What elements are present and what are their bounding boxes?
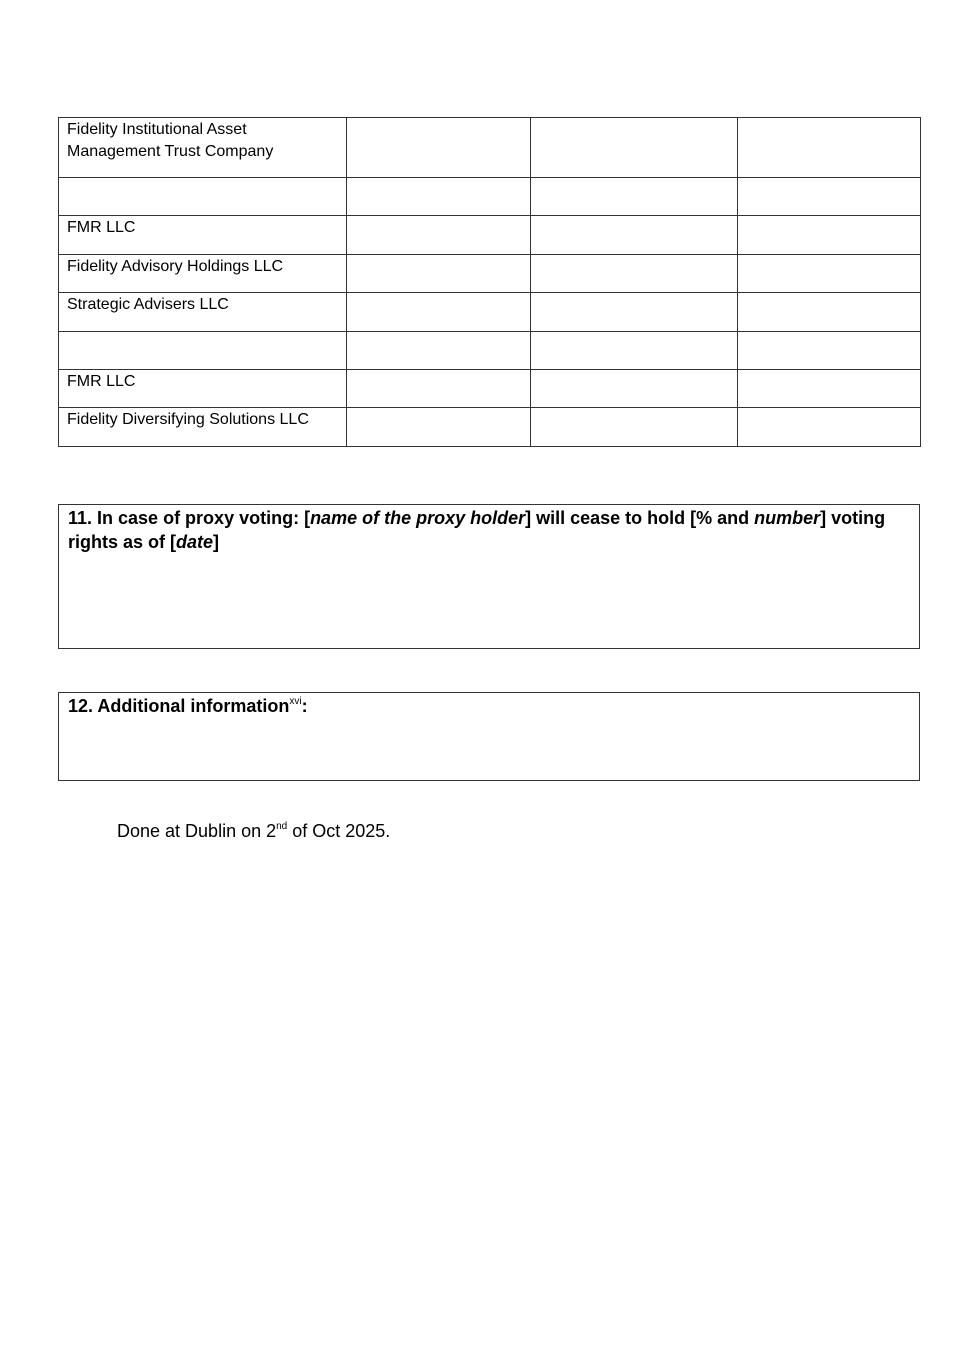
entity-cell: Strategic Advisers LLC — [59, 293, 347, 331]
table-cell — [738, 408, 921, 446]
section-11-middle: ] will cease to hold [% and — [525, 508, 755, 528]
table-cell — [531, 216, 738, 254]
table-cell — [531, 178, 738, 216]
table-cell — [347, 118, 531, 178]
table-cell — [738, 178, 921, 216]
day-ordinal-suffix: nd — [276, 821, 288, 832]
table-cell — [738, 254, 921, 292]
signature-rest: of Oct 2025. — [287, 821, 391, 841]
table-cell — [738, 331, 921, 369]
date-placeholder: date — [176, 532, 214, 552]
table-cell — [738, 293, 921, 331]
entity-cell: FMR LLC — [59, 369, 347, 407]
table-cell — [347, 369, 531, 407]
entity-cell — [59, 331, 347, 369]
table-row — [59, 369, 921, 407]
section-12-title: 12. Additional information — [68, 696, 290, 716]
section-11-prefix: 11. In case of proxy voting: [ — [68, 508, 311, 528]
section-11-after-number: ] voting rights as of [ — [68, 508, 886, 552]
section-12-colon: : — [301, 696, 308, 716]
table-cell — [738, 118, 921, 178]
endnote-reference: xvi — [289, 696, 302, 707]
signature-prefix: Done at Dublin on 2 — [117, 821, 277, 841]
entity-cell: Fidelity Institutional Asset Management Trust Company — [59, 118, 347, 178]
table-row — [59, 408, 921, 446]
entity-cell — [59, 178, 347, 216]
proxy-holder-placeholder: name of the proxy holder — [310, 508, 526, 528]
proxy-voting-section — [58, 504, 920, 649]
table-cell — [531, 254, 738, 292]
table-cell — [531, 331, 738, 369]
entity-cell: FMR LLC — [59, 216, 347, 254]
table-cell — [738, 369, 921, 407]
table-cell — [531, 118, 738, 178]
number-placeholder: number — [754, 508, 821, 528]
table-cell — [347, 254, 531, 292]
entity-cell: Fidelity Advisory Holdings LLC — [59, 254, 347, 292]
table-row — [59, 254, 921, 292]
table-cell — [531, 408, 738, 446]
table-cell — [531, 293, 738, 331]
additional-information-section — [58, 692, 920, 781]
table-row — [59, 293, 921, 331]
signature-line — [117, 820, 390, 842]
table-row — [59, 216, 921, 254]
table-row — [59, 178, 921, 216]
holdings-table — [58, 117, 921, 447]
table-cell — [347, 331, 531, 369]
table-cell — [738, 216, 921, 254]
table-cell — [347, 216, 531, 254]
section-11-suffix: ] — [213, 532, 220, 552]
table-row — [59, 118, 921, 178]
table-cell — [531, 369, 738, 407]
table-cell — [347, 293, 531, 331]
table-row — [59, 331, 921, 369]
table-cell — [347, 408, 531, 446]
entity-cell: Fidelity Diversifying Solutions LLC — [59, 408, 347, 446]
table-cell — [347, 178, 531, 216]
